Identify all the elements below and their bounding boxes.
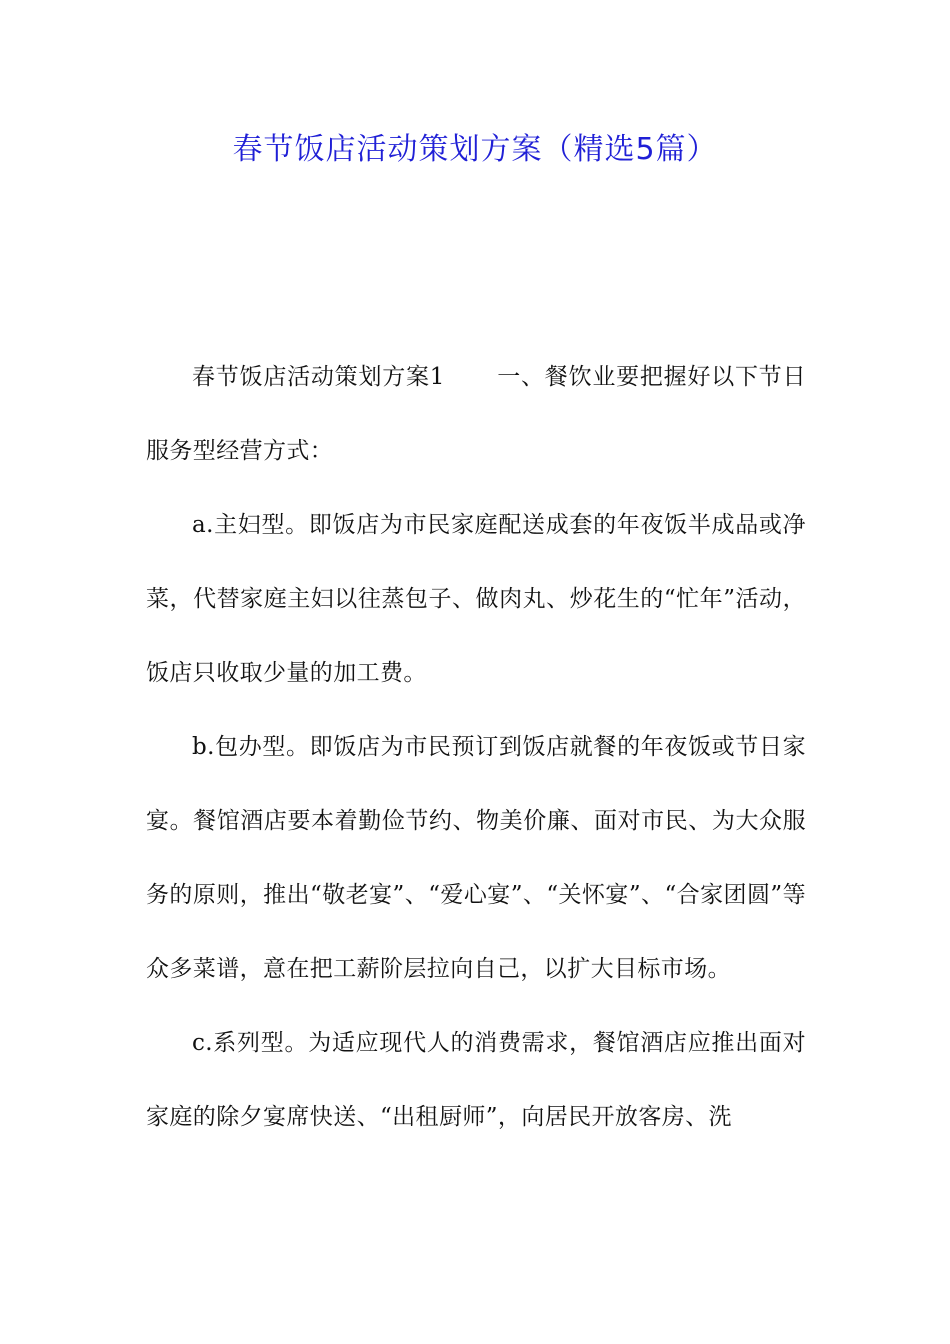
paragraph-text: 一、餐饮业要把握好以下节日服务型经营方式： xyxy=(146,364,806,464)
paragraph-1 xyxy=(146,340,806,488)
paragraph-3: b.包办型。即饭店为市民预订到饭店就餐的年夜饭或节日家宴。餐馆酒店要本着勤俭节约、物美价廉、面对市民、为大众服务的原则，推出“敬老宴”、“爱心宴”、“关怀宴”、“合家团圆”等众多菜谱，意在把工薪阶层拉向自己，以扩大目标市场。 xyxy=(146,734,806,982)
document-title: 春节饭店活动策划方案（精选5篇） xyxy=(232,132,718,167)
section-heading: 春节饭店活动策划方案1 xyxy=(192,364,445,390)
document-body xyxy=(146,340,806,1154)
paragraph-4: c.系列型。为适应现代人的消费需求，餐馆酒店应推出面对家庭的除夕宴席快送、“出租厨师”，向居民开放客房、洗 xyxy=(146,1030,806,1130)
paragraph-2: a.主妇型。即饭店为市民家庭配送成套的年夜饭半成品或净菜，代替家庭主妇以往蒸包子、做肉丸、炒花生的“忙年”活动，饭店只收取少量的加工费。 xyxy=(146,512,806,686)
